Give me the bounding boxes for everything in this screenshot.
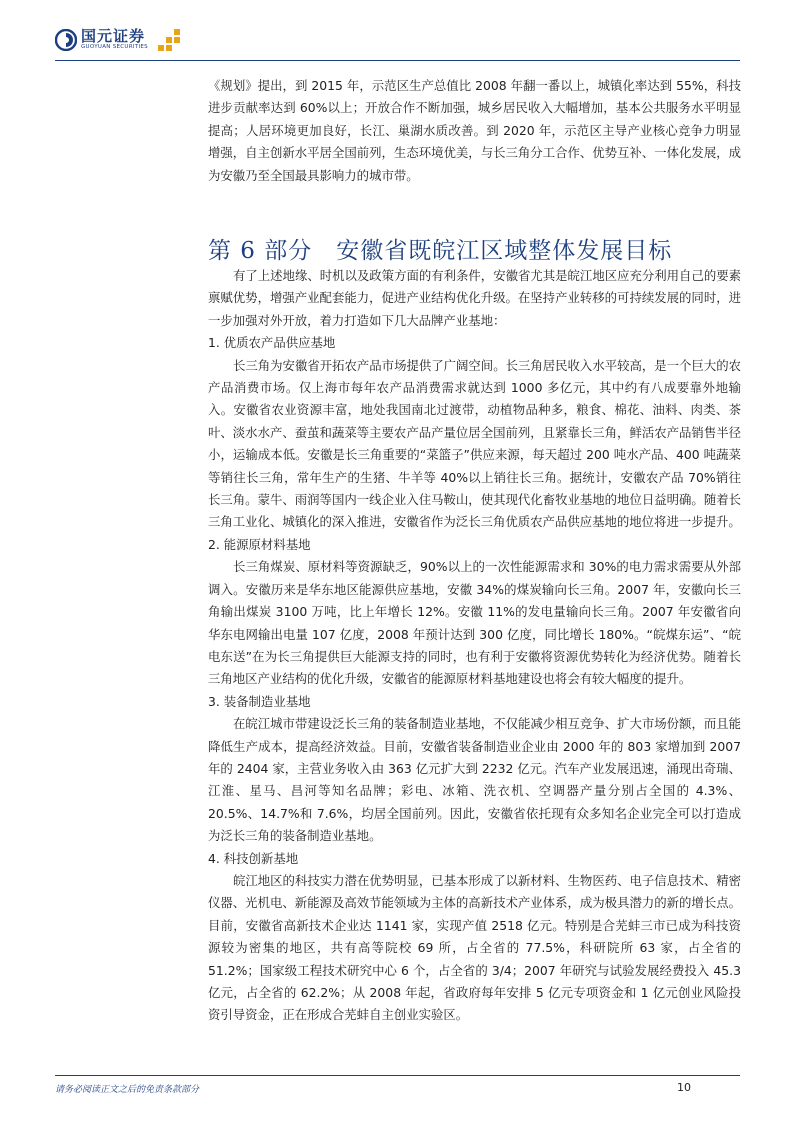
section-lead-paragraph: 有了上述地缘、时机以及政策方面的有利条件，安徽省尤其是皖江地区应充分利用自己的要素禀赋优势，增强产业配套能力，促进产业结构优化升级。在坚持产业转移的可持续发展的同时，进一步加强对外开放，着力打造如下几大品牌产业基地： bbox=[208, 268, 742, 328]
section-title-text: 安徽省既皖江区域整体发展目标 bbox=[336, 238, 673, 264]
subsection-text-equipment: 在皖江城市带建设泛长三角的装备制造业基地，不仅能减少相互竞争、扩大市场份额，而且能降低生产成本，提高经济效益。目前，安徽省装备制造业企业由 2000 年的 803 家增加到 2007 年的 2404 家，主营业务收入由 363 亿元扩大到 2232 亿元。汽车产业发展迅速，涌现出奇瑞、江淮、星马、昌河等知名品牌；彩电、冰箱、洗衣机、空调器产量分别占全国的 4.3%、20.5%、14.7%和 7.6%，均居全国前列。因此，安徽省依托现有众多知名企业完全可以打造成为泛长三角的装备制造业基地。 bbox=[208, 716, 742, 844]
company-logo bbox=[55, 28, 148, 51]
subsection-heading-technology: 4. 科技创新基地 bbox=[208, 850, 299, 866]
intro-paragraph: 《规划》提出，到 2015 年，示范区生产总值比 2008 年翻一番以上，城镇化率达到 55%，科技进步贡献率达到 60%以上；开放合作不断加强，城乡居民收入大幅增加，基本公共服务水平明显提高；人居环境更加良好，长江、巢湖水质改善。到 2020 年，示范区主导产业核心竞争力明显增强，自主创新水平居全国前列，生态环境优美，与长三角分工合作、优势互补、一体化发展，成为安徽乃至全国最具影响力的城市带。 bbox=[208, 78, 741, 183]
subsection-heading-agriculture: 1. 优质农产品供应基地 bbox=[208, 335, 336, 351]
intro-block bbox=[208, 75, 741, 187]
subsection-heading-equipment: 3. 装备制造业基地 bbox=[208, 693, 311, 709]
subsection-heading-energy: 2. 能源原材料基地 bbox=[208, 536, 311, 552]
section-body bbox=[208, 265, 741, 1027]
section-title bbox=[208, 232, 672, 265]
page-header bbox=[0, 0, 794, 62]
subsection-text-agriculture: 长三角为安徽省开拓农产品市场提供了广阔空间。长三角居民收入水平较高，是一个巨大的农产品消费市场。仅上海市每年农产品消费需求就达到 1000 多亿元，其中约有八成要靠外地输入。安徽省农业资源丰富，地处我国南北过渡带，动植物品种多，粮食、棉花、油料、肉类、茶叶、淡水水产、蚕茧和蔬菜等主要农产品产量位居全国前列，且紧靠长三角，鲜活农产品销售半径小，运输成本低。安徽是长三角重要的“菜篮子”供应来源，每天超过 200 吨水产品、400 吨蔬菜等销往长三角，常年生产的生猪、牛羊等 40%以上销往长三角。据统计，安徽农产品 70%销往长三角。蒙牛、雨润等国内一线企业入住马鞍山，使其现代化畜牧业基地的地位日益明确。随着长三角工业化、城镇化的深入推进，安徽省作为泛长三角优质农产品供应基地的地位将进一步提升。 bbox=[208, 357, 742, 530]
page-number: 10 bbox=[677, 1081, 691, 1094]
subsection-text-technology: 皖江地区的科技实力潜在优势明显，已基本形成了以新材料、生物医药、电子信息技术、精密仪器、光机电、新能源及高效节能领域为主体的高新技术产业体系，成为极具潜力的新的增长点。目前，安徽省高新技术企业达 1141 家，实现产值 2518 亿元。特别是合芜蚌三市已成为科技资源较为密集的地区，共有高等院校 69 所，占全省的 77.5%，科研院所 63 家，占全省的 51.2%；国家级工程技术研究中心 6 个，占全省的 3/4；2007 年研究与试验发展经费投入 45.3 亿元，占全省的 62.2%；从 2008 年起，省政府每年安排 5 亿元专项资金和 1 亿元创业风险投资引导资金，正在形成合芜蚌自主创业实验区。 bbox=[208, 872, 742, 1023]
logo-english-name: GUOYUAN SECURITIES bbox=[81, 44, 148, 50]
header-divider bbox=[55, 60, 740, 61]
guoyuan-logo-icon bbox=[55, 29, 77, 51]
subsection-text-energy: 长三角煤炭、原材料等资源缺乏，90%以上的一次性能源需求和 30%的电力需求需要从外部调入。安徽历来是华东地区能源供应基地，安徽 34%的煤炭输向长三角。2007 年，安徽向长三角输出煤炭 3100 万吨，比上年增长 12%。安徽 11%的发电量输向长三角。2007 年安徽省向华东电网输出电量 107 亿度，2008 年预计达到 300 亿度，同比增长 180%。“皖煤东运”、“皖电东送”在为长三角提供巨大能源支持的同时，也有利于安徽将资源优势转化为经济优势。随着长三角地区产业结构的优化升级，安徽省的能源原材料基地建设也将会有较大幅度的提升。 bbox=[208, 559, 741, 687]
logo-chinese-name: 国元证券 bbox=[81, 27, 146, 45]
disclaimer-note: 请务必阅读正文之后的免责条款部分 bbox=[55, 1085, 200, 1095]
section-number: 第 6 部分 bbox=[208, 238, 313, 264]
logo-dots-icon bbox=[158, 29, 182, 51]
footer-divider bbox=[55, 1075, 740, 1076]
